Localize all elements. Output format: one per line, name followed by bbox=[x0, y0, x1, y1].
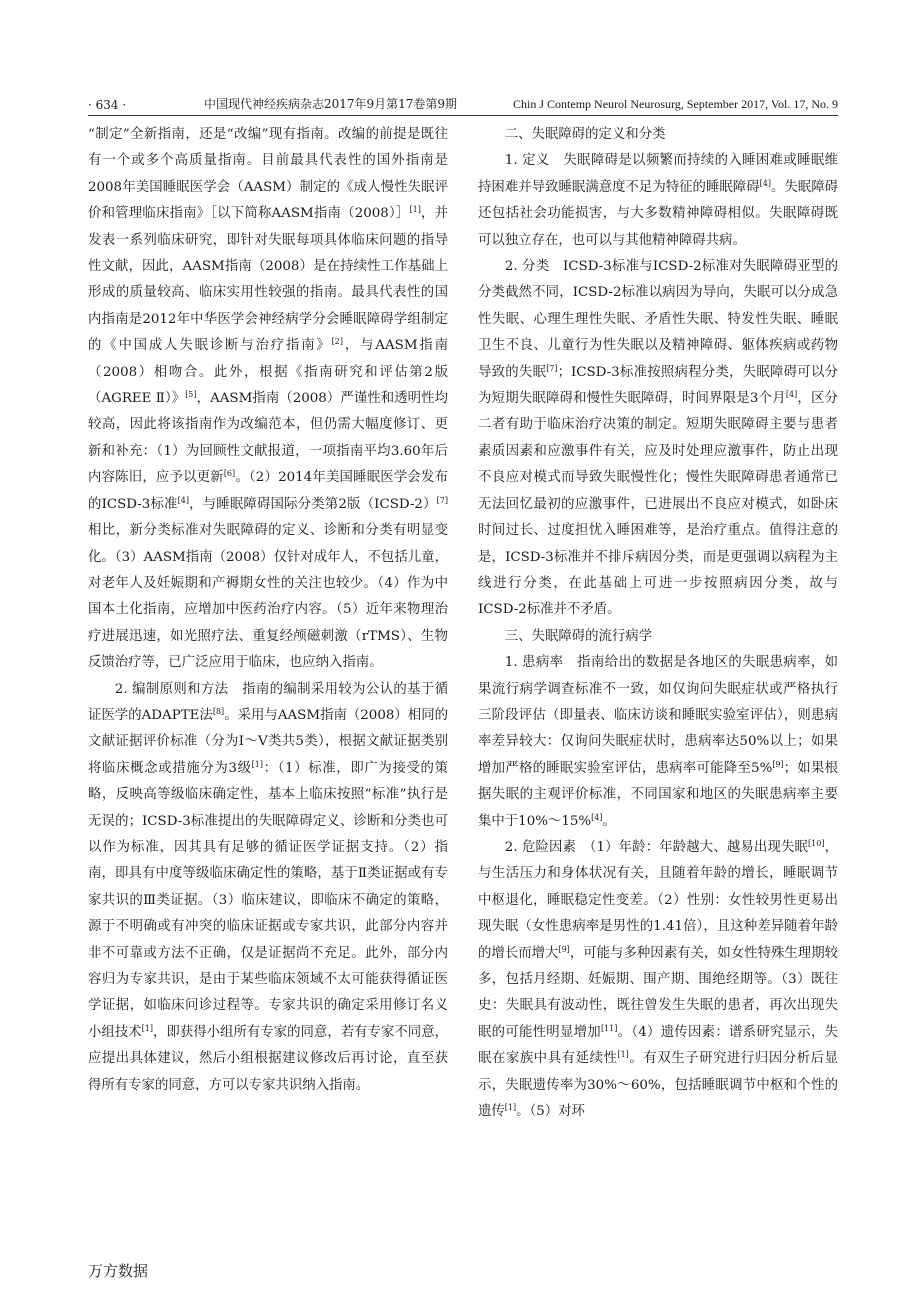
paragraph-principles-methods: 2. 编制原则和方法 指南的编制采用较为公认的基于循证医学的ADAPTE法[8]。采用与AASM指南（2008）相同的文献证据评价标准（分为Ⅰ～Ⅴ类共5类），根据文献证据类别将临床概念或措施分为3级[1]：（1）标准，即广为接受的策略，反映高等级临床确定性，基本上临床按照“标准”执行是无误的；ICSD-3标准提出的失眠障碍定义、诊断和分类也可以作为标准，因其具有足够的循证医学证据支持。（2）指南，即具有中度等级临床确定性的策略，基于Ⅱ类证据或有专家共识的Ⅲ类证据。（3）临床建议，即临床不确定的策略，源于不明确或有冲突的临床证据或专家共识，此部分内容并非不可靠或方法不正确，仅是证据尚不充足。此外，部分内容归为专家共识，是由于某些临床领域不太可能获得循证医学证据，如临床问诊过程等。专家共识的确定采用修订名义小组技术[1]，即获得小组所有专家的同意，若有专家不同意，应提出具体建议，然后小组根据建议修改后再讨论，直至获得所有专家的同意，方可以专家共识纳入指南。 bbox=[88, 681, 448, 1093]
citation[interactable]: [7] bbox=[546, 363, 558, 373]
citation[interactable]: [9] bbox=[558, 944, 570, 954]
subsection-heading: 2. 编制原则和方法 bbox=[114, 681, 229, 697]
citation[interactable]: [6] bbox=[223, 469, 236, 479]
watermark: 万方数据 bbox=[88, 1263, 149, 1280]
paragraph-definition: 1. 定义 失眠障碍是以频繁而持续的入睡困难或睡眠维持困难并导致睡眠满意度不足为特征的睡眠障碍[4]。失眠障碍还包括社会功能损害，与大多数精神障碍相似。失眠障碍既可以独立存在，也可以与其他精神障碍共病。 bbox=[478, 153, 839, 248]
left-column bbox=[88, 122, 448, 1099]
journal-title-cn: 中国现代神经疾病杂志2017年9月第17卷第9期 bbox=[203, 97, 458, 111]
citation[interactable]: [4] bbox=[591, 812, 603, 822]
subsection-heading: 1. 患病率 bbox=[504, 655, 564, 671]
citation[interactable]: [10] bbox=[808, 838, 825, 848]
citation[interactable]: [1] bbox=[504, 1103, 517, 1113]
citation[interactable]: [9] bbox=[772, 759, 784, 769]
citation[interactable]: [5] bbox=[185, 390, 197, 400]
citation[interactable]: [4] bbox=[177, 495, 189, 505]
citation[interactable]: [11] bbox=[600, 1023, 618, 1033]
journal-title-en: Chin J Contemp Neurol Neurosurg, September 2017, Vol. 17, No. 9 bbox=[513, 97, 838, 111]
paragraph-prevalence: 1. 患病率 指南给出的数据是各地区的失眠患病率，如果流行病学调查标准不一致，如仅询问失眠症状或严格执行三阶段评估（即量表、临床访谈和睡眠实验室评估），则患病率差异较大：仅询问失眠症状时，患病率达50%以上；如果增加严格的睡眠实验室评估，患病率可能降至5%[9]；如果根据失眠的主观评价标准，不同国家和地区的失眠患病率主要集中于10%～15%[4]。 bbox=[478, 655, 839, 829]
subsection-heading: 1. 定义 bbox=[504, 153, 550, 169]
paragraph-risk-factors: 2. 危险因素 （1）年龄：年龄越大、越易出现失眠[10]，与生活压力和身体状况有关，且随着年龄的增长，睡眠调节中枢退化，睡眠稳定性变差。（2）性别：女性较男性更易出现失眠（女性患病率是男性的1.41倍），且这种差异随着年龄的增长而增大[9]，可能与多种因素有关，如女性特殊生理期较多，包括月经期、妊娠期、围产期、围绝经期等。（3）既往史：失眠具有波动性，既往曾发生失眠的患者，再次出现失眠的可能性明显增加[11]。（4）遗传因素：谱系研究显示，失眠在家族中具有延续性[1]。有双生子研究进行归因分析后显示，失眠遗传率为30%～60%，包括睡眠调节中枢和个性的遗传[1]。（5）对环 bbox=[478, 838, 839, 1120]
page-number: · 634 · bbox=[88, 98, 127, 112]
paragraph-classification: 2. 分类 ICSD-3标准与ICSD-2标准对失眠障碍亚型的分类截然不同，ICSD-2标准以病因为导向，失眠可以分成急性失眠、心理生理性失眠、矛盾性失眠、特发性失眠、睡眠卫生不良、儿童行为性失眠以及精神障碍、躯体疾病或药物导致的失眠[7]；ICSD-3标准按照病程分类，失眠障碍可以分为短期失眠障碍和慢性失眠障碍，时间界限是3个月[4]，区分二者有助于临床治疗决策的制定。短期失眠障碍主要与患者素质因素和应激事件有关，应及时处理应激事件，防止出现不良应对模式而导致失眠慢性化；慢性失眠障碍患者通常已无法回忆最初的应激事件，已进展出不良应对模式，如卧床时间过长、过度担忧入睡困难等，是治疗重点。值得注意的是，ICSD-3标准并不排斥病因分类，而是更强调以病程为主线进行分类，在此基础上可进一步按照病因分类，故与ICSD-2标准并不矛盾。 bbox=[478, 259, 838, 618]
section-heading-epidemiology: 三、失眠障碍的流行病学 bbox=[504, 628, 653, 644]
citation[interactable]: [1] bbox=[141, 1023, 153, 1033]
citation[interactable]: [1] bbox=[251, 759, 263, 769]
citation[interactable]: [1] bbox=[617, 1050, 629, 1060]
citation[interactable]: [2] bbox=[331, 337, 344, 347]
paragraph-guideline-adaptation: “制定”全新指南，还是“改编”现有指南。改编的前提是既往有一个或多个高质量指南。目前最具代表性的国外指南是2008年美国睡眠医学会（AASM）制定的《成人慢性失眠评价和管理临床指南》［以下简称AASM指南（2008）］[1]，并发表一系列临床研究，即针对失眠每项具体临床问题的指导性文献，因此，AASM指南（2008）是在持续性工作基础上形成的质量较高、临床实用性较强的指南。最具代表性的国内指南是2012年中华医学会神经病学分会睡眠障碍学组制定的《中国成人失眠诊断与治疗指南》[2]，与AASM指南（2008）相吻合。此外，根据《指南研究和评估第2版（AGREE Ⅱ）》[5]，AASM指南（2008）严谨性和透明性均较高，因此将该指南作为改编范本，但仍需大幅度修订、更新和补充：（1）为回顾性文献报道，一项指南平均3.60年后内容陈旧，应予以更新[6]。（2）2014年美国睡眠医学会发布的ICSD-3标准[4]，与睡眠障碍国际分类第2版（ICSD-2）[7]相比，新分类标准对失眠障碍的定义、诊断和分类有明显变化。（3）AASM指南（2008）仅针对成年人，不包括儿童，对老年人及妊娠期和产褥期女性的关注也较少。（4）作为中国本土化指南，应增加中医药治疗内容。（5）近年来物理治疗进展迅速，如光照疗法、重复经颅磁刺激（rTMS）、生物反馈治疗等，已广泛应用于临床，也应纳入指南。 bbox=[88, 127, 449, 671]
citation[interactable]: [4] bbox=[759, 178, 771, 188]
subsection-heading: 2. 分类 bbox=[504, 259, 550, 275]
subsection-heading: 2. 危险因素 bbox=[504, 839, 577, 855]
citation[interactable]: [8] bbox=[212, 706, 225, 716]
right-column bbox=[478, 122, 838, 1125]
citation[interactable]: [1] bbox=[409, 205, 421, 215]
citation[interactable]: [7] bbox=[436, 495, 448, 505]
citation[interactable]: [4] bbox=[785, 390, 798, 400]
running-header bbox=[88, 92, 838, 116]
section-heading-definition: 二、失眠障碍的定义和分类 bbox=[504, 127, 666, 142]
